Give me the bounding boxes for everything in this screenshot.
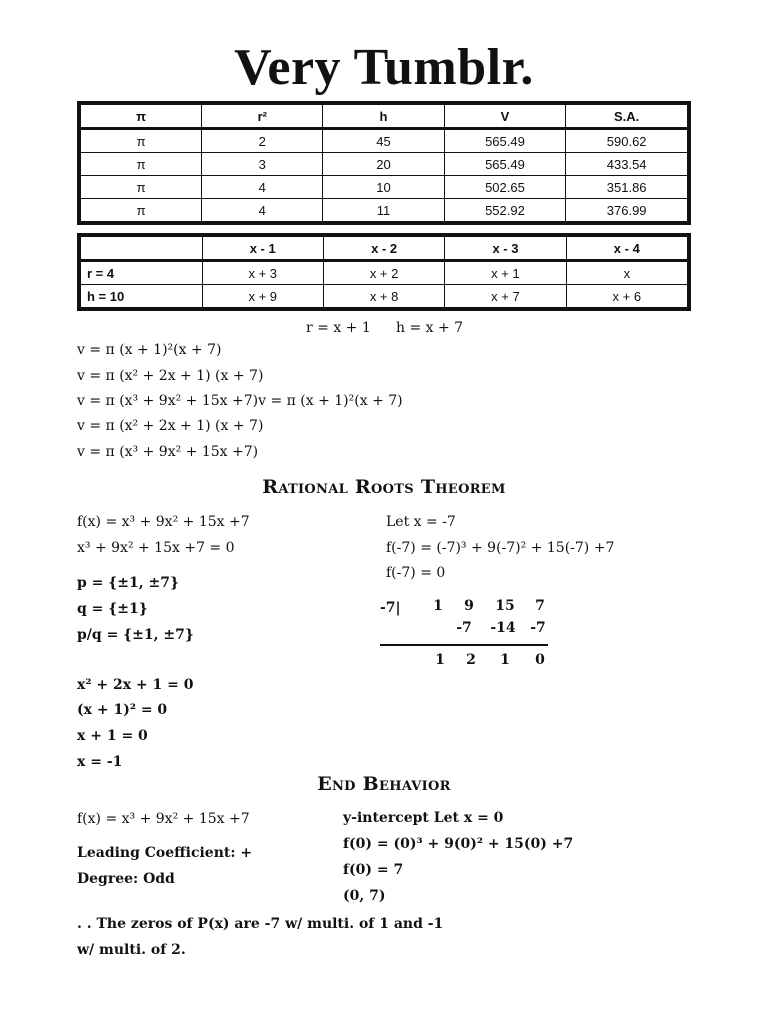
volume-step: v = π (x² + 2x + 1) (x + 7) [77,418,264,434]
table-cell: 2 [202,129,323,153]
volume-step: v = π (x² + 2x + 1) (x + 7) [77,368,264,384]
dimensions-table [77,101,691,225]
table-header [79,235,202,261]
table-row [79,199,689,224]
table-header: x - 2 [323,235,444,261]
table-cell: x + 7 [445,285,566,310]
volume-step: v = π (x³ + 9x² + 15x +7)v = π (x + 1)²(x + 7) [77,393,403,409]
y-intercept-point: (0, 7) [343,888,386,904]
table-header: π [79,103,202,129]
table-cell: 565.49 [444,153,566,176]
conclusion-line: . . The zeros of P(x) are -7 w/ multi. of 1 and -1 [77,916,444,932]
factor-step: x² + 2x + 1 = 0 [77,677,194,693]
table-row [79,261,689,285]
factor-step: (x + 1)² = 0 [77,702,168,718]
table-cell: 502.65 [444,176,566,199]
table-header: S.A. [566,103,689,129]
synthetic-product: -14 [490,620,516,636]
table-cell: π [79,129,202,153]
synthetic-result: 1 [435,652,445,668]
table-cell: 376.99 [566,199,689,224]
degree: Degree: Odd [77,871,175,887]
page-title: Very Tumblr. [234,39,534,96]
volume-step: v = π (x³ + 9x² + 15x +7) [77,444,259,460]
table-header-row [79,235,689,261]
test-value: Let x = -7 [386,514,456,530]
table-header: x - 1 [202,235,323,261]
table-row-label: h = 10 [79,285,202,310]
table-cell: 10 [323,176,444,199]
function-definition: f(x) = x³ + 9x² + 15x +7 [77,514,250,530]
table-header: r² [202,103,323,129]
factor-step: x + 1 = 0 [77,728,148,744]
table-cell: 11 [323,199,444,224]
table-row-label: r = 4 [79,261,202,285]
synthetic-result: 0 [535,652,545,668]
function-definition: f(x) = x³ + 9x² + 15x +7 [77,811,250,827]
table-cell: x + 3 [202,261,323,285]
expressions-table [77,233,691,311]
table-cell: x + 1 [445,261,566,285]
synthetic-result: 1 [500,652,510,668]
q-factors: q = {±1} [77,601,148,617]
pq-candidates: p/q = {±1, ±7} [77,627,194,643]
table-header: x - 4 [566,235,689,261]
table-cell: 4 [202,199,323,224]
table-row [79,153,689,176]
table-row [79,285,689,310]
table-cell: 433.54 [566,153,689,176]
leading-coefficient: Leading Coefficient: + [77,845,253,861]
test-evaluation: f(-7) = (-7)³ + 9(-7)² + 15(-7) +7 [386,540,615,556]
table-cell: 45 [323,129,444,153]
factor-step: x = -1 [77,754,123,770]
y-intercept-evaluation: f(0) = (0)³ + 9(0)² + 15(0) +7 [343,836,574,852]
synthetic-coefficient: 7 [535,598,545,614]
table-cell: x + 8 [323,285,444,310]
table-header-row [79,103,689,129]
synthetic-coefficient: 15 [495,598,515,614]
table-header: V [444,103,566,129]
table-cell: x + 2 [323,261,444,285]
synthetic-result: 2 [466,652,476,668]
substitution-r: r = x + 1 [306,320,371,336]
table-cell: 351.86 [566,176,689,199]
table-cell: 20 [323,153,444,176]
conclusion-line: w/ multi. of 2. [77,942,186,958]
table-cell: π [79,199,202,224]
table-cell: x [566,261,689,285]
table-cell: x + 6 [566,285,689,310]
table-cell: π [79,153,202,176]
synthetic-product: -7 [456,620,472,636]
y-intercept-label: y-intercept Let x = 0 [343,810,504,826]
synthetic-divisor: -7| [380,600,401,616]
section-heading-end-behavior: End Behavior [317,773,451,795]
test-result: f(-7) = 0 [386,565,446,581]
p-factors: p = {±1, ±7} [77,575,179,591]
table-row [79,176,689,199]
synthetic-coefficient: 9 [464,598,474,614]
synthetic-division-line [380,644,548,646]
y-intercept-result: f(0) = 7 [343,862,404,878]
table-cell: 3 [202,153,323,176]
function-equation: x³ + 9x² + 15x +7 = 0 [77,540,235,556]
table-header: h [323,103,444,129]
substitution-h: h = x + 7 [396,320,464,336]
volume-step: v = π (x + 1)²(x + 7) [77,342,222,358]
synthetic-product: -7 [530,620,546,636]
table-cell: 590.62 [566,129,689,153]
table-cell: 4 [202,176,323,199]
table-header: x - 3 [445,235,566,261]
table-cell: 552.92 [444,199,566,224]
table-cell: x + 9 [202,285,323,310]
table-cell: π [79,176,202,199]
table-cell: 565.49 [444,129,566,153]
synthetic-coefficient: 1 [433,598,443,614]
section-heading-rational-roots: Rational Roots Theorem [262,476,506,498]
table-row [79,129,689,153]
